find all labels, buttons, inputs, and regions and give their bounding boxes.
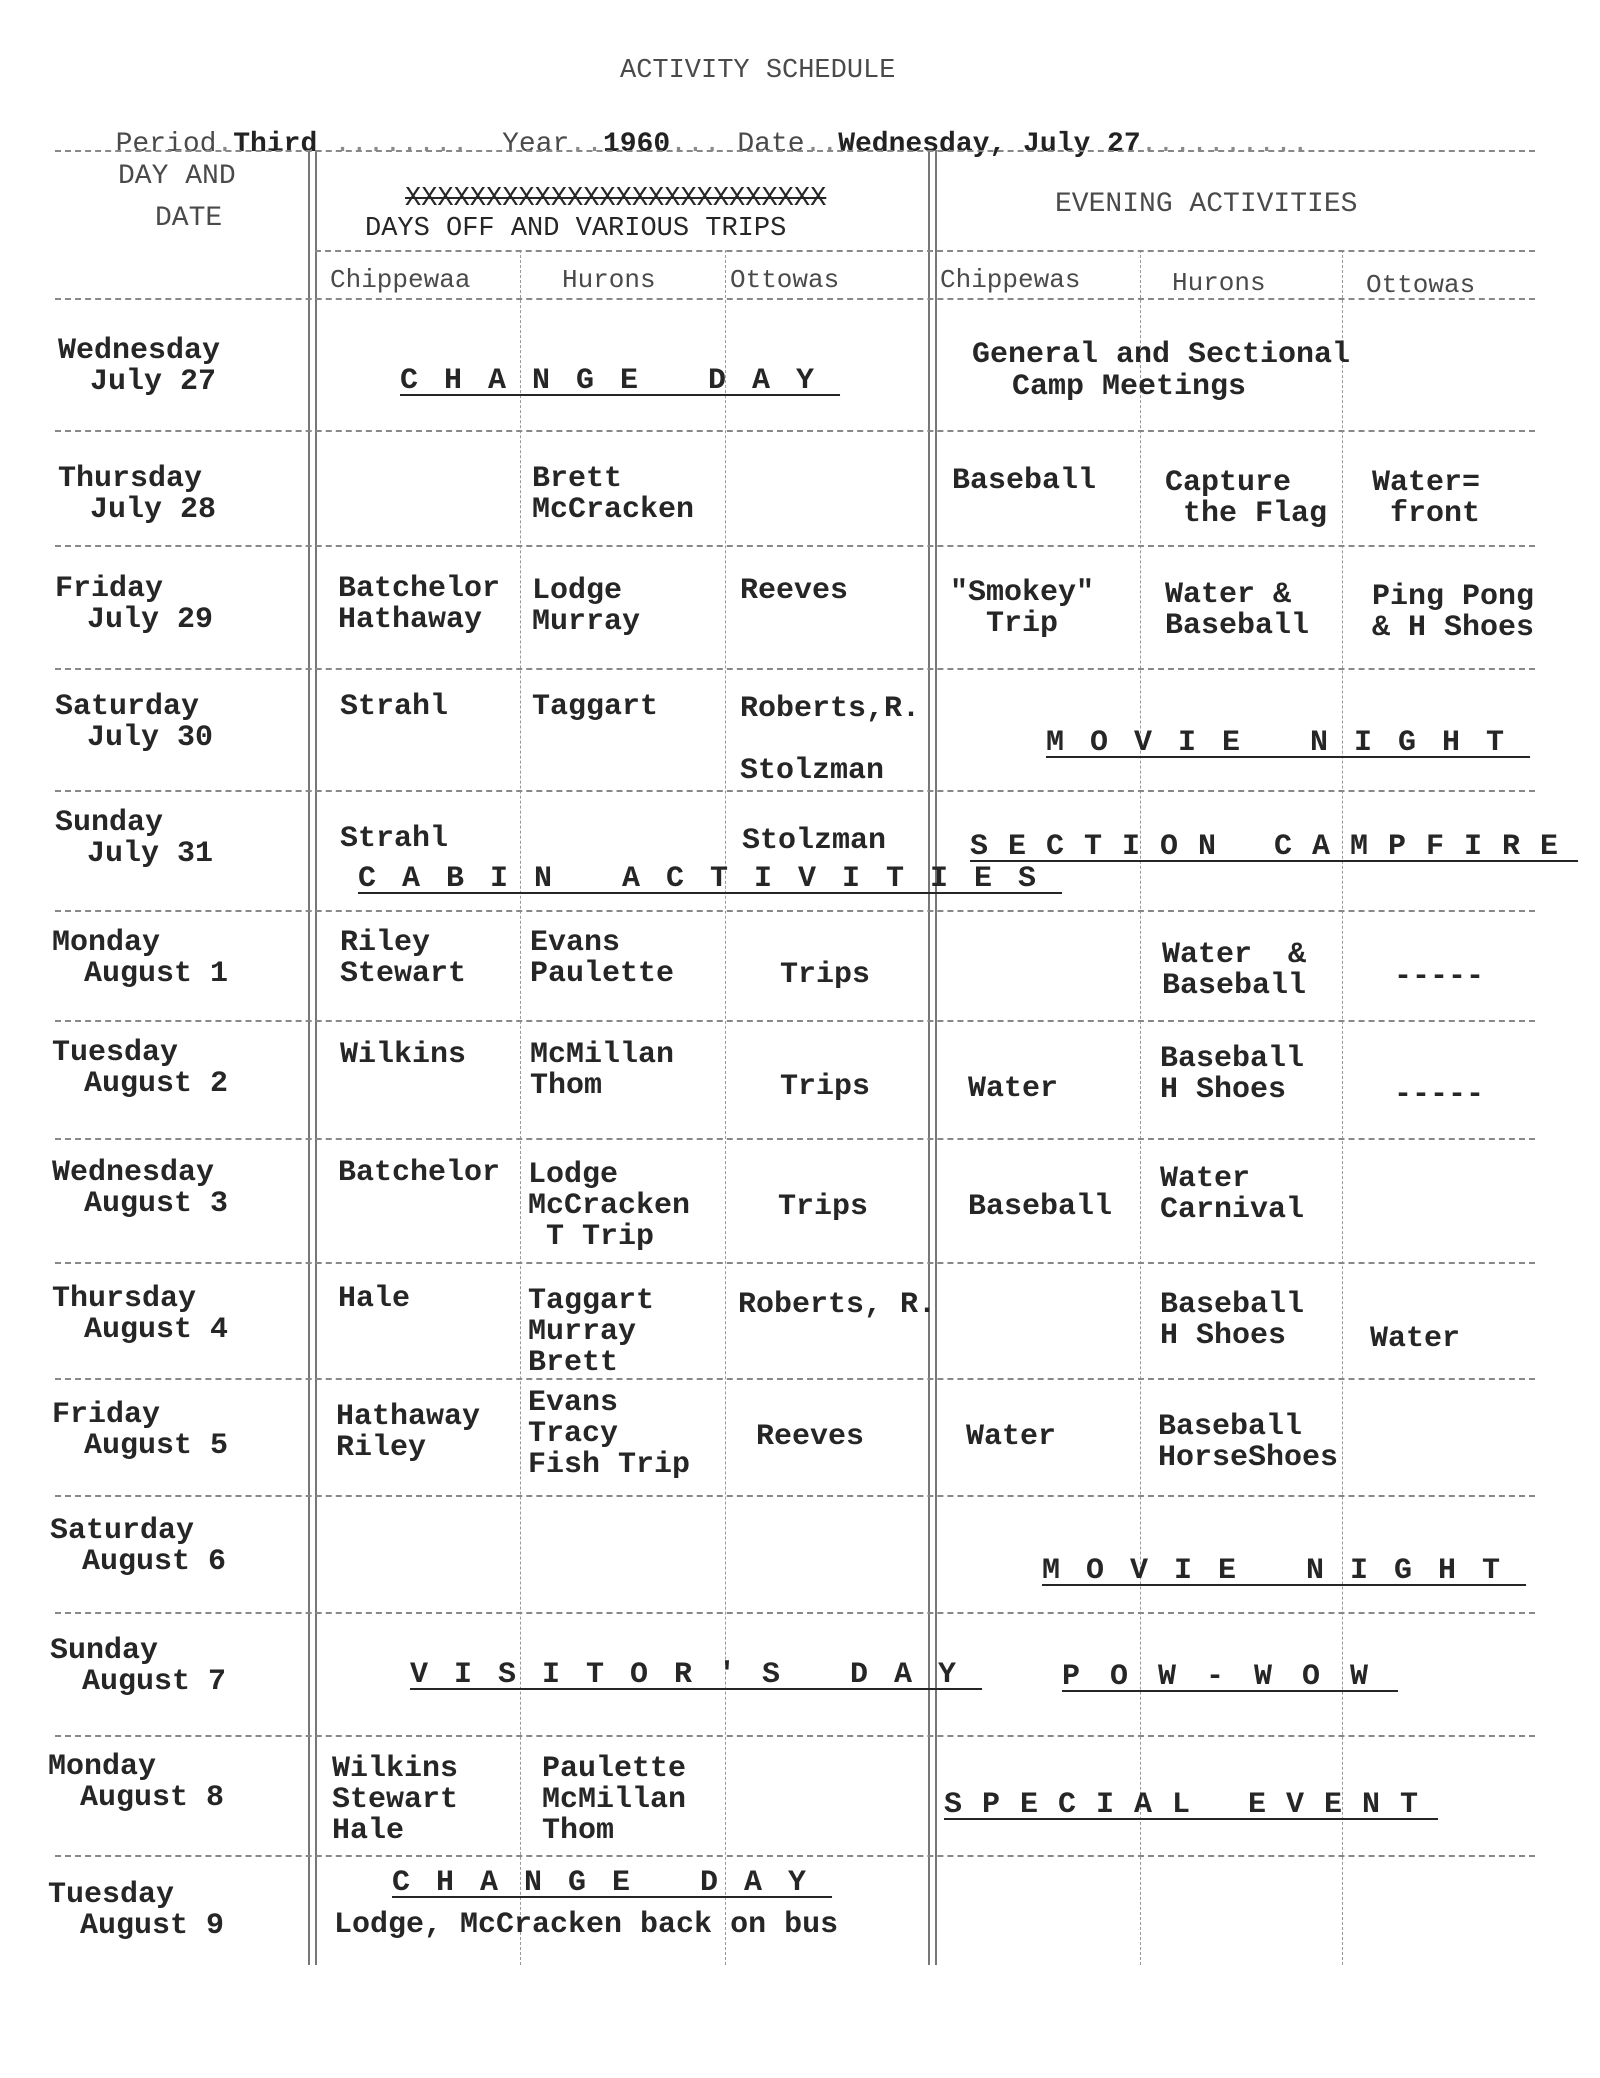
chippewa-trip-cell: Strahl — [340, 690, 449, 724]
page-title: ACTIVITY SCHEDULE — [620, 56, 896, 86]
year-label: Year — [502, 129, 570, 160]
day-row-11: Saturday August 6 — [50, 1514, 227, 1579]
evening-ottowas-cell: Ping Pong & H Shoes — [1372, 580, 1535, 645]
grid-line — [1140, 250, 1141, 1965]
evening-general-line1: General and Sectional — [972, 338, 1351, 372]
hurons-trip-cell: Evans Paulette — [530, 926, 675, 991]
sub-hurons-1: Hurons — [562, 265, 656, 295]
day-row-10: Friday August 5 — [52, 1398, 229, 1463]
day-row-13: Monday August 8 — [48, 1750, 225, 1815]
sub-ottowas-1: Ottowas — [730, 265, 840, 295]
evening-ottowas-cell: Water= front — [1372, 466, 1481, 531]
grid-line — [935, 150, 937, 1965]
visitors-day-banner: VISITOR'S DAY — [410, 1658, 983, 1692]
chippewa-trip-cell: Strahl — [340, 822, 449, 856]
day-row-2: Thursday July 28 — [58, 462, 217, 527]
cabin-activities-banner: CABIN ACTIVITIES — [358, 862, 1063, 896]
bus-return-note: Lodge, McCracken back on bus — [334, 1908, 839, 1942]
ottowas-trip-cell: Reeves — [740, 574, 849, 608]
special-event-banner: SPECIAL EVENT — [944, 1788, 1439, 1822]
day-row-8: Wednesday August 3 — [52, 1156, 229, 1221]
change-day-banner-2: CHANGE DAY — [392, 1866, 833, 1900]
grid-line — [520, 250, 521, 1965]
day-and-date-header-2: DATE — [155, 203, 223, 234]
grid-line — [55, 545, 1535, 547]
evening-hurons-cell: Baseball H Shoes — [1160, 1042, 1305, 1107]
sub-hurons-2: Hurons — [1172, 268, 1266, 298]
hurons-trip-cell: Lodge Murray — [532, 574, 641, 639]
ottowas-trip-cell: Roberts, R. — [738, 1288, 937, 1322]
ottowas-trip-cell: Trips — [780, 1070, 871, 1104]
chippewa-trip-cell: Hale — [338, 1282, 411, 1316]
hurons-trip-cell: Paulette McMillan Thom — [542, 1752, 687, 1848]
hurons-trip-cell: Evans Tracy Fish Trip — [528, 1386, 691, 1482]
grid-line — [928, 150, 930, 1965]
evening-hurons-cell: Water & Baseball — [1162, 938, 1307, 1003]
grid-line — [1342, 250, 1343, 1965]
day-row-4: Saturday July 30 — [55, 690, 214, 755]
evening-hurons-cell: Capture the Flag — [1165, 466, 1328, 531]
day-row-3: Friday July 29 — [55, 572, 214, 637]
ottowas-trip-cell: Roberts,R. Stolzman — [740, 692, 921, 788]
grid-line — [315, 250, 1535, 252]
chippewa-trip-cell: Riley Stewart — [340, 926, 467, 991]
pow-wow-banner: POW-WOW — [1062, 1660, 1399, 1694]
grid-line — [55, 1612, 1535, 1614]
grid-line — [55, 430, 1535, 432]
evening-chippewa-cell: "Smokey" Trip — [950, 576, 1095, 641]
day-row-5: Sunday July 31 — [55, 806, 214, 871]
period-label: Period — [115, 129, 217, 160]
change-day-banner-1: CHANGE DAY — [400, 364, 841, 398]
sub-chippewa-2: Chippewas — [940, 265, 1081, 295]
day-row-1: Wednesday July 27 — [58, 334, 221, 399]
hurons-trip-cell: Taggart Murray Brett — [528, 1284, 655, 1380]
chippewa-trip-cell: Batchelor Hathaway — [338, 572, 501, 637]
sub-ottowas-2: Ottowas — [1366, 270, 1476, 300]
evening-ottowas-cell: ----- — [1394, 960, 1485, 994]
section-campfire-banner: SECTION CAMPFIRE — [970, 830, 1579, 864]
date-label: Date — [737, 129, 805, 160]
evening-chippewa-cell: Baseball — [952, 464, 1097, 498]
hurons-trip-cell: Brett McCracken — [532, 462, 695, 527]
evening-chippewa-cell: Baseball — [968, 1190, 1113, 1224]
period-row: Period.Third ........ Year..1960... Date..Wednesday, July 27.......... — [115, 129, 1309, 160]
day-row-12: Sunday August 7 — [50, 1634, 227, 1699]
ottowas-trip-cell: Trips — [778, 1190, 869, 1224]
evening-chippewa-cell: Water — [966, 1420, 1057, 1454]
grid-line — [725, 250, 726, 1965]
grid-line — [55, 298, 1535, 300]
grid-line — [55, 1262, 1535, 1264]
struck-header: XXXXXXXXXXXXXXXXXXXXXXXXXX — [405, 184, 827, 214]
chippewa-trip-cell: Hathaway Riley — [336, 1400, 481, 1465]
date-value: Wednesday, July 27 — [838, 129, 1141, 160]
sub-chippewa-1: Chippewaa — [330, 265, 471, 295]
grid-line — [55, 668, 1535, 670]
grid-line — [55, 1378, 1535, 1380]
day-row-6: Monday August 1 — [52, 926, 229, 991]
evening-ottowas-cell: Water — [1370, 1322, 1461, 1356]
grid-line — [55, 1855, 1535, 1857]
day-row-14: Tuesday August 9 — [48, 1878, 225, 1943]
movie-night-banner-1: MOVIE NIGHT — [1046, 726, 1531, 760]
day-and-date-header-1: DAY AND — [118, 161, 236, 192]
evening-hurons-cell: Water Carnival — [1160, 1162, 1305, 1227]
ottowas-trip-cell: Trips — [780, 958, 871, 992]
grid-line — [308, 150, 310, 1965]
ottowas-trip-cell: Stolzman — [742, 824, 887, 858]
days-off-header: DAYS OFF AND VARIOUS TRIPS — [365, 214, 787, 244]
evening-hurons-cell: Water & Baseball — [1165, 578, 1310, 643]
hurons-trip-cell: McMillan Thom — [530, 1038, 675, 1103]
grid-line — [55, 150, 1535, 152]
grid-line — [55, 790, 1535, 792]
grid-line — [55, 1735, 1535, 1737]
grid-line — [55, 910, 1535, 912]
evening-chippewa-cell: Water — [968, 1072, 1059, 1106]
day-row-9: Thursday August 4 — [52, 1282, 229, 1347]
period-value: Third — [233, 129, 318, 160]
evening-general-line2: Camp Meetings — [1012, 370, 1247, 404]
day-row-7: Tuesday August 2 — [52, 1036, 229, 1101]
grid-line — [55, 1020, 1535, 1022]
evening-hurons-cell: Baseball HorseShoes — [1158, 1410, 1339, 1475]
movie-night-banner-2: MOVIE NIGHT — [1042, 1554, 1527, 1588]
chippewa-trip-cell: Wilkins Stewart Hale — [332, 1752, 459, 1848]
grid-line — [55, 1138, 1535, 1140]
grid-line — [315, 150, 317, 1965]
evening-ottowas-cell: ----- — [1394, 1078, 1485, 1112]
evening-activities-header: EVENING ACTIVITIES — [1055, 189, 1358, 220]
grid-line — [55, 1495, 1535, 1497]
year-value: 1960 — [602, 129, 671, 160]
hurons-trip-cell: Lodge McCracken T Trip — [528, 1158, 691, 1254]
chippewa-trip-cell: Batchelor — [338, 1156, 501, 1190]
evening-hurons-cell: Baseball H Shoes — [1160, 1288, 1305, 1353]
hurons-trip-cell: Taggart — [532, 690, 659, 724]
ottowas-trip-cell: Reeves — [756, 1420, 865, 1454]
chippewa-trip-cell: Wilkins — [340, 1038, 467, 1072]
